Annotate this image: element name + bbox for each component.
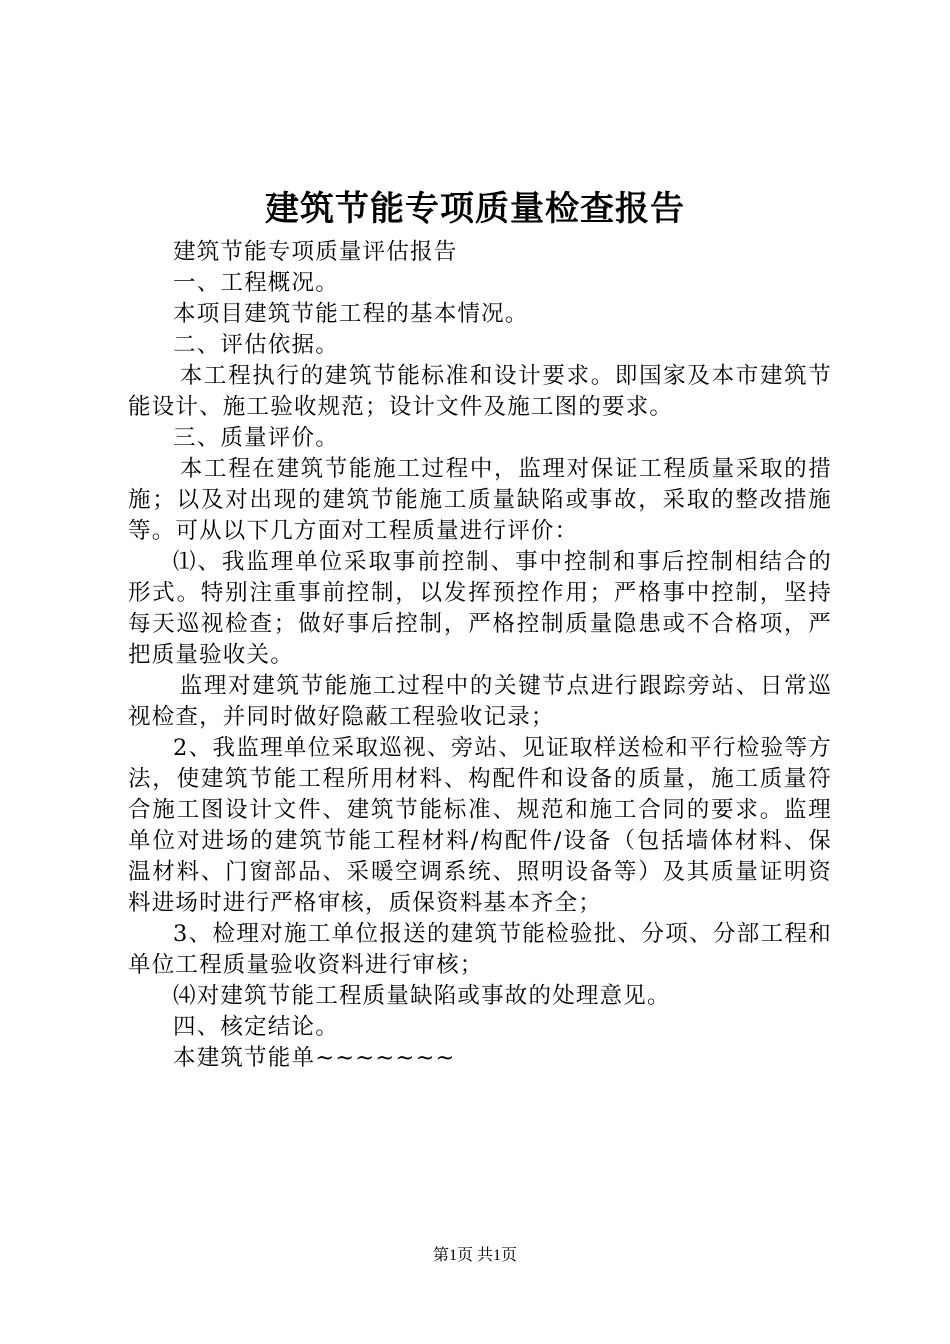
paragraph-item-4: ⑷对建筑节能工程质量缺陷或事故的处理意见。 <box>173 983 671 1009</box>
paragraph-item-2: 2、我监理单位采取巡视、旁站、见证取样送检和平行检验等方法，使建筑节能工程所用材料、构配件和设备的质量，施工质量符合施工图设计文件、建筑节能标准、规范和施工合同的要求。监理单位对进场的建筑节能工程材料/构配件/设备（包括墙体材料、保温材料、门窗部品、采暖空调系统、照明设备等）及其质量证明资料进场时进行严格审核，质保资料基本齐全； <box>128 735 832 916</box>
section-heading-overview: 一、工程概况。 <box>173 270 339 296</box>
paragraph-item-1: ⑴、我监理单位采取事前控制、事中控制和事后控制相结合的形式。特别注重事前控制，以发挥预控作用；严格事中控制，坚持每天巡视检查；做好事后控制，严格控制质量隐患或不合格项，严把质量验收关。 <box>128 549 832 668</box>
paragraph-overview: 本项目建筑节能工程的基本情况。 <box>173 301 529 327</box>
page-number-footer: 第1页 共1页 <box>432 1247 517 1264</box>
document-body <box>128 237 832 1074</box>
section-heading-evaluation: 三、质量评价。 <box>173 425 339 451</box>
paragraph-item-3: 3、检理对施工单位报送的建筑节能检验批、分项、分部工程和单位工程质量验收资料进行审核； <box>128 921 832 978</box>
paragraph-conclusion: 本建筑节能单~~~~~~~ <box>173 1045 456 1071</box>
paragraph-evaluation-intro: 本工程在建筑节能施工过程中，监理对保证工程质量采取的措施；以及对出现的建筑节能施工质量缺陷或事故，采取的整改措施等。可从以下几方面对工程质量进行评价： <box>128 456 832 544</box>
section-heading-basis: 二、评估依据。 <box>173 332 339 358</box>
section-heading-conclusion: 四、核定结论。 <box>173 1014 339 1040</box>
paragraph-subtitle: 建筑节能专项质量评估报告 <box>173 239 458 265</box>
document-title: 建筑节能专项质量检查报告 <box>265 189 685 229</box>
paragraph-item-1-detail: 监理对建筑节能施工过程中的关键节点进行跟踪旁站、日常巡视检查，并同时做好隐蔽工程验收记录； <box>128 673 832 730</box>
paragraph-basis: 本工程执行的建筑节能标准和设计要求。即国家及本市建筑节能设计、施工验收规范；设计文件及施工图的要求。 <box>128 363 832 420</box>
